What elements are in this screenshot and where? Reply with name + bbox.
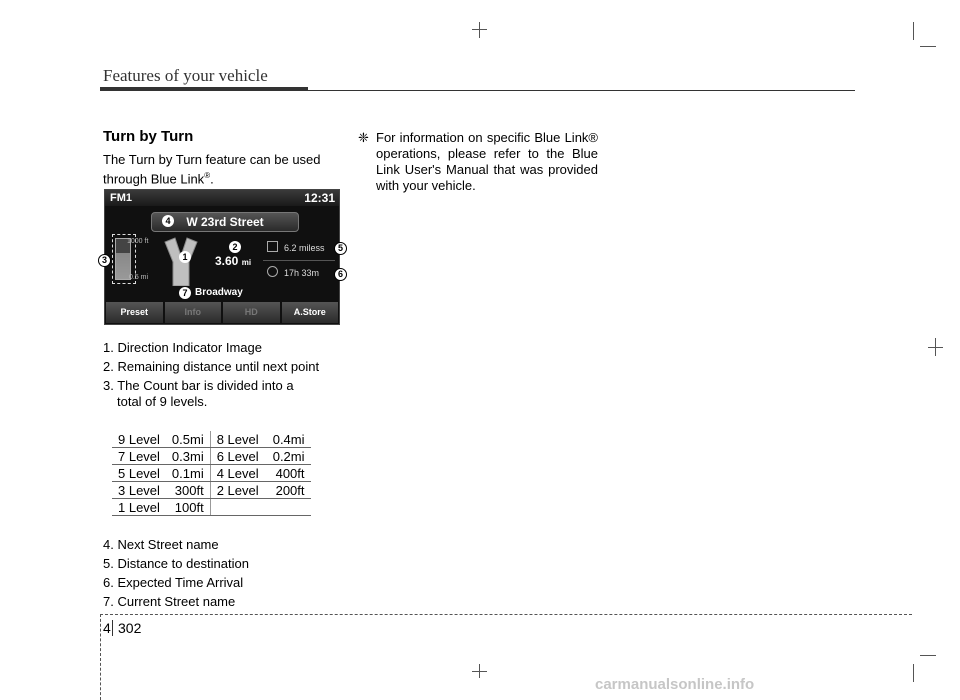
table-cell: 0.1mi — [166, 465, 210, 482]
hd-button[interactable]: HD — [223, 302, 280, 323]
table-row — [112, 431, 311, 448]
table-cell: 7 Level — [112, 448, 166, 465]
count-bar-bottom-label: 0.5 mi — [129, 274, 149, 281]
page-number: 302 — [118, 620, 142, 636]
section-title: Turn by Turn — [103, 128, 194, 145]
footer-separator — [112, 620, 113, 636]
destination-distance: 6.2 miless — [284, 243, 325, 253]
level-table — [112, 431, 311, 516]
list-item: 2. Remaining distance until next point — [103, 359, 320, 374]
table-cell: 4 Level — [210, 465, 267, 482]
table-cell — [267, 499, 311, 516]
info-note — [358, 130, 598, 194]
legend-list-2 — [103, 537, 353, 613]
count-bar-top-label: 1000 ft — [127, 238, 149, 245]
chapter-number: 4 — [103, 620, 111, 636]
arrival-time-row — [263, 263, 335, 283]
table-cell: 5 Level — [112, 465, 166, 482]
table-cell: 400ft — [267, 465, 311, 482]
note-symbol: ❈ — [358, 130, 369, 145]
crop-mark-bottom-h — [472, 671, 487, 672]
table-cell: 0.2mi — [267, 448, 311, 465]
navigation-screen — [104, 189, 340, 325]
preset-button[interactable]: Preset — [106, 302, 163, 323]
list-item: 1. Direction Indicator Image — [103, 340, 262, 355]
header-title: Features of your vehicle — [103, 66, 268, 85]
registered-mark: ® — [204, 171, 211, 180]
table-cell: 300ft — [166, 482, 210, 499]
footer-rule — [100, 614, 912, 615]
table-cell: 1 Level — [112, 499, 166, 516]
remaining-distance-unit: mi — [241, 258, 252, 267]
table-cell: 0.3mi — [166, 448, 210, 465]
crop-mark-tr-v — [913, 22, 914, 40]
crop-mark-top-v — [479, 22, 480, 38]
list-item: 5. Distance to destination — [103, 556, 249, 571]
callout-5: 5 — [334, 242, 347, 255]
callout-6: 6 — [334, 268, 347, 281]
crop-mark-br-v — [913, 664, 914, 682]
table-row — [112, 448, 311, 465]
callout-1: 1 — [179, 251, 191, 263]
list-item: 7. Current Street name — [103, 594, 236, 609]
note-text: For information on specific Blue Link® operations, please refer to the Blue Link User's Manual that was provided with your vehicle. — [376, 130, 598, 193]
intro-suffix: . — [210, 171, 214, 187]
list-item: 4. Next Street name — [103, 537, 219, 552]
radio-band-label: FM1 — [110, 192, 132, 204]
legend-list-1 — [103, 340, 353, 413]
info-button[interactable]: Info — [165, 302, 222, 323]
list-item: 6. Expected Time Arrival — [103, 575, 244, 590]
table-cell: 8 Level — [210, 431, 267, 448]
screen-status-bar — [105, 190, 339, 206]
table-cell — [210, 499, 267, 516]
table-cell: 0.5mi — [166, 431, 210, 448]
list-item-continuation: total of 9 levels. — [117, 394, 208, 409]
callout-3: 3 — [98, 254, 111, 267]
callout-2: 2 — [229, 241, 241, 253]
info-divider — [263, 260, 335, 261]
crop-mark-right-h — [928, 347, 943, 348]
header-rule-thin — [308, 90, 855, 91]
table-row — [112, 499, 311, 516]
table-row — [112, 482, 311, 499]
table-row — [112, 465, 311, 482]
callout-4: 4 — [162, 215, 174, 227]
remaining-distance — [215, 254, 251, 268]
intro-text: The Turn by Turn feature can be used through Blue Link — [103, 152, 321, 187]
astore-button[interactable]: A.Store — [282, 302, 339, 323]
table-cell: 2 Level — [210, 482, 267, 499]
table-cell: 100ft — [166, 499, 210, 516]
crop-mark-br-h — [920, 655, 936, 656]
callout-7: 7 — [179, 287, 191, 299]
destination-distance-row — [263, 238, 335, 258]
table-cell: 200ft — [267, 482, 311, 499]
intro-paragraph — [103, 152, 343, 187]
screen-button-row — [105, 301, 339, 324]
header-rule-thick — [100, 87, 308, 91]
table-cell: 6 Level — [210, 448, 267, 465]
remaining-distance-value: 3.60 — [215, 254, 239, 268]
current-street-name: Broadway — [195, 287, 243, 298]
table-cell: 0.4mi — [267, 431, 311, 448]
list-item: 3. The Count bar is divided into a — [103, 378, 294, 393]
footer-vertical-rule — [100, 614, 101, 700]
clock-icon — [267, 266, 278, 277]
arrival-time: 17h 33m — [284, 268, 320, 278]
crop-mark-tr-h — [920, 46, 936, 47]
watermark: carmanualsonline.info — [595, 676, 755, 693]
next-street-name: W 23rd Street — [186, 215, 264, 229]
table-cell: 9 Level — [112, 431, 166, 448]
crop-mark-top-h — [472, 29, 487, 30]
table-cell: 3 Level — [112, 482, 166, 499]
clock-label: 12:31 — [304, 191, 335, 205]
checkered-flag-icon — [267, 241, 278, 252]
